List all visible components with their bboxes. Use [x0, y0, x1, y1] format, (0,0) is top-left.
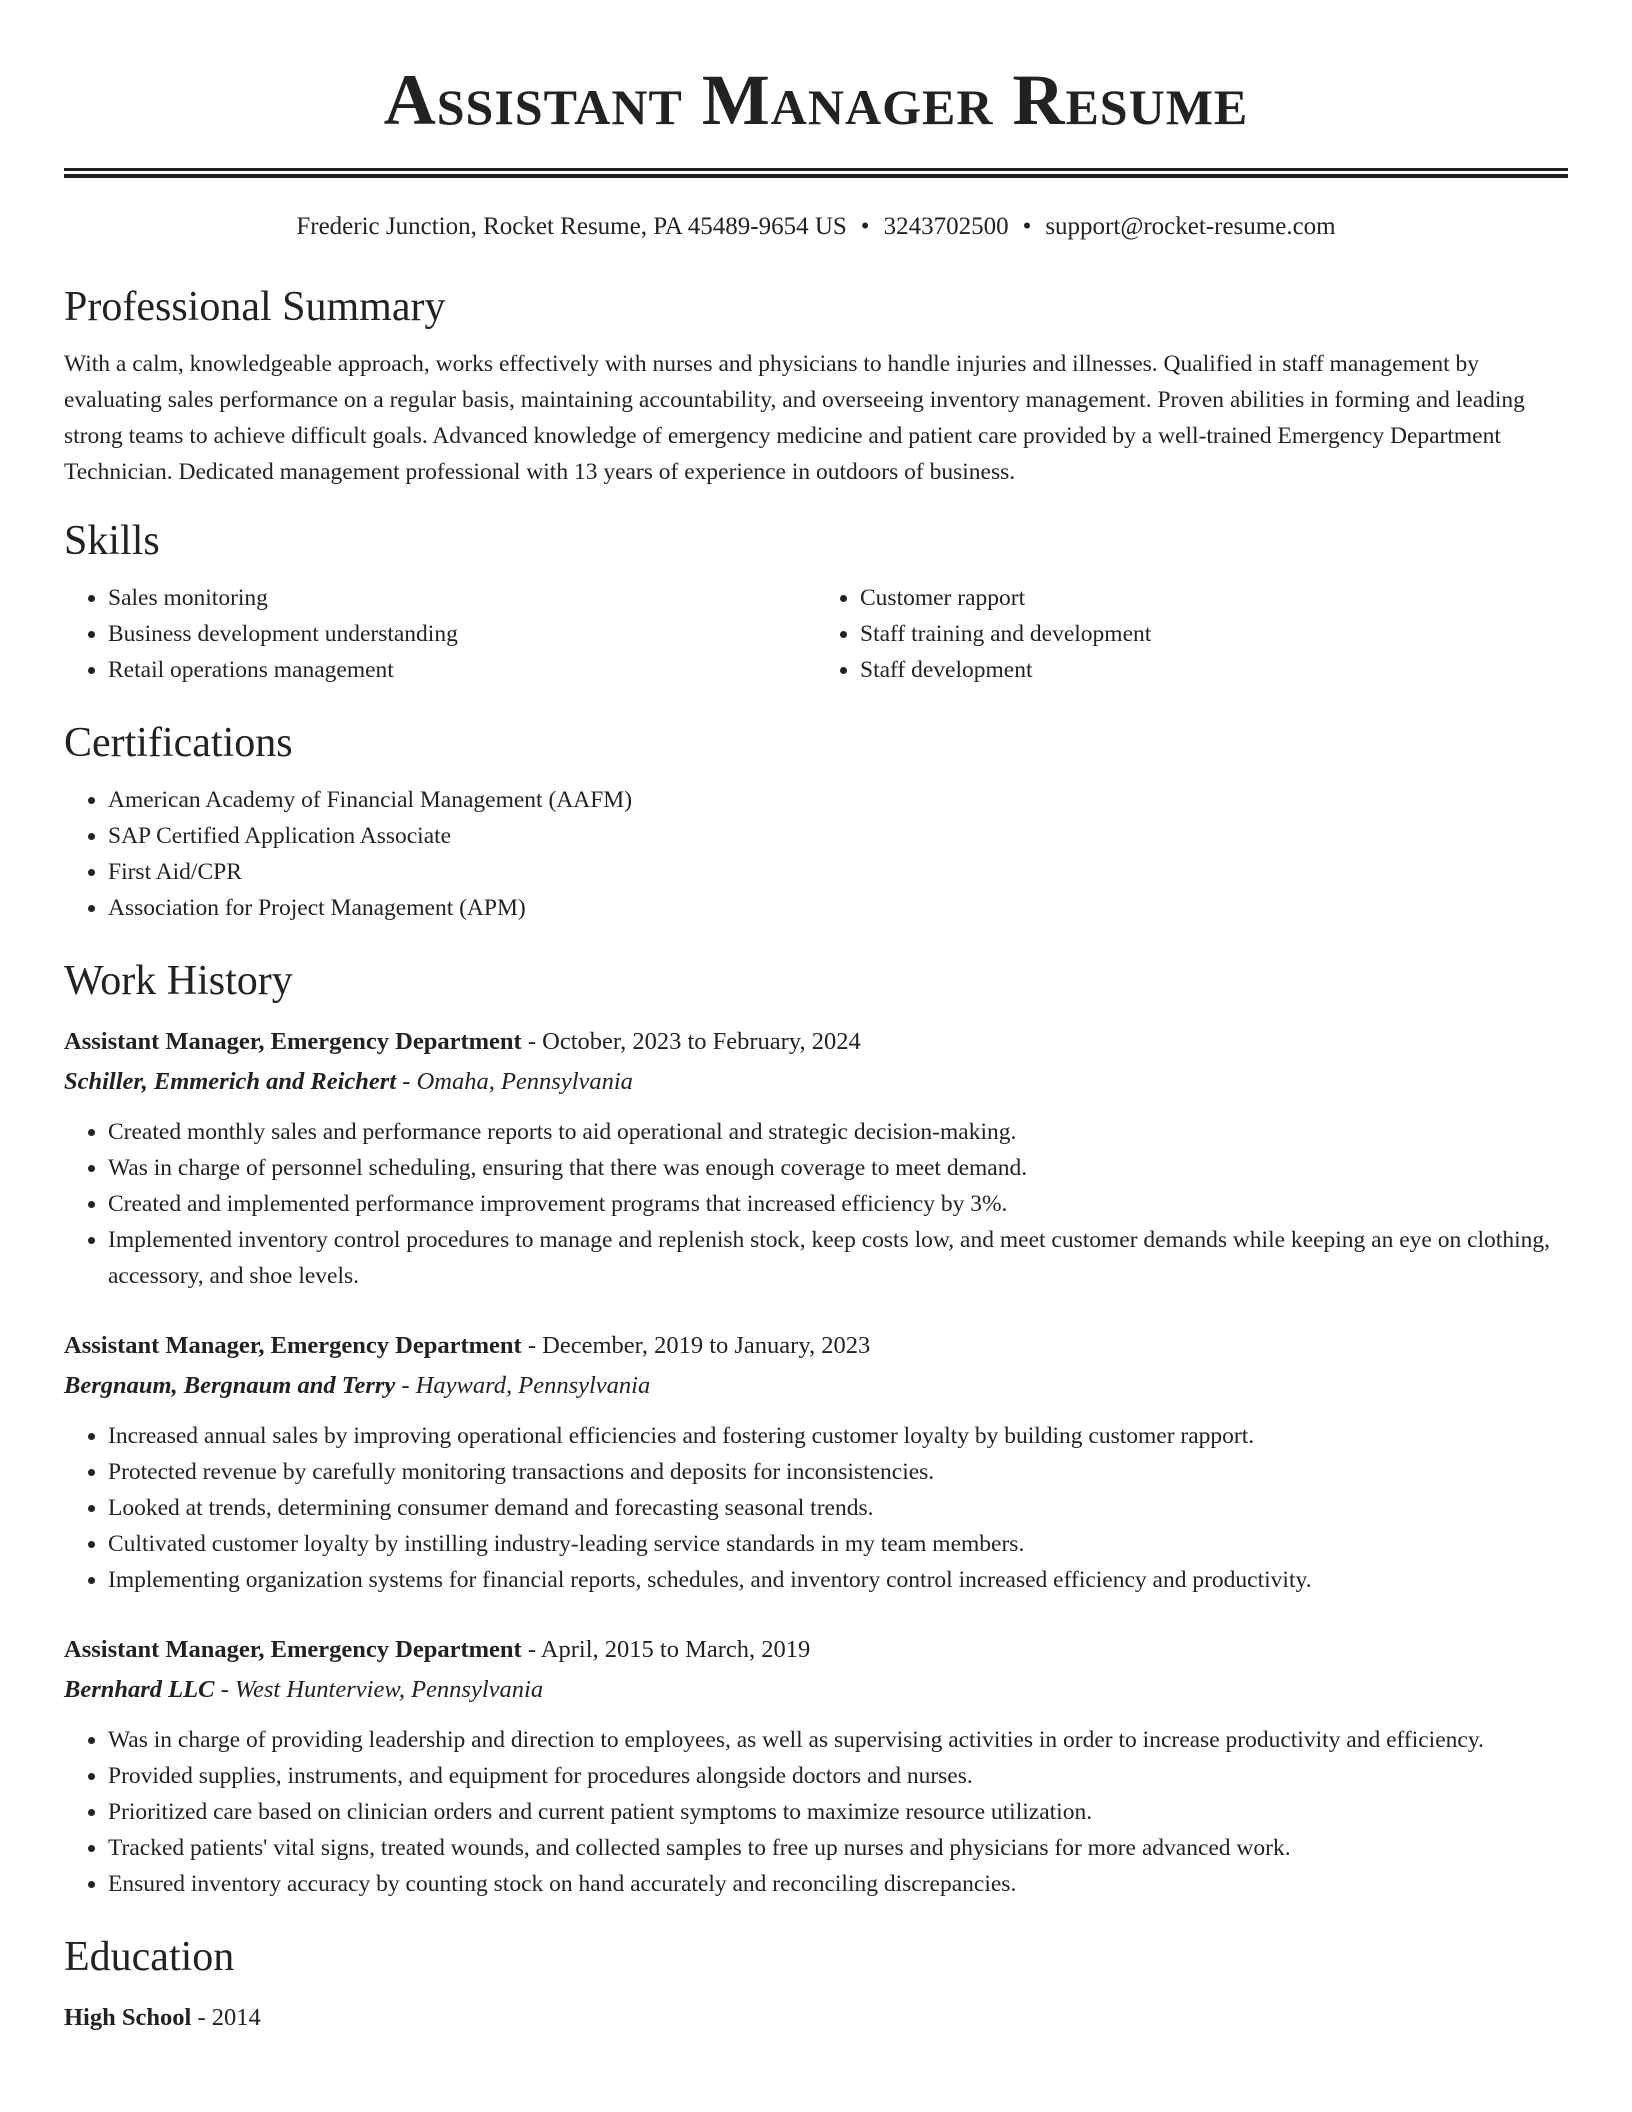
job-title-line — [64, 1326, 1568, 1366]
job-location: Omaha, Pennsylvania — [416, 1068, 633, 1095]
certifications-list — [64, 782, 1568, 926]
education-school: High School — [64, 2004, 192, 2031]
job-entry — [64, 1022, 1568, 1294]
job-entry — [64, 1630, 1568, 1902]
summary-text: With a calm, knowledgeable approach, works effectively with nurses and physicians to handle injuries and illnesses. Qualified in staff management by evaluating sales performance on a regular basis, maintaining accountability, and overseeing inventory management. Proven abilities in forming and leading strong teams to achieve difficult goals. Advanced knowledge of emergency medicine and patient care provided by a well-trained Emergency Department Technician. Dedicated management professional with 13 years of experience in outdoors of business. — [64, 351, 1525, 485]
job-company-line — [64, 1062, 1568, 1102]
education-heading: Education — [64, 1934, 235, 1980]
job-bullet: • Tracked patients' vital signs, treated wounds, and collected samples to free up nurses and physicians for more advanced work. — [108, 1830, 1568, 1866]
skill-item: • Business development understanding — [108, 616, 816, 652]
contact-line — [64, 212, 1568, 242]
contact-address: Frederic Junction, Rocket Resume, PA 45489-9654 US — [296, 213, 847, 240]
title-divider — [64, 168, 1568, 178]
job-entry — [64, 1326, 1568, 1598]
job-bullet: • Increased annual sales by improving operational efficiencies and fostering customer loyalty by building customer rapport. — [108, 1418, 1568, 1454]
resume-page — [64, 0, 1568, 2038]
job-bullet: • Created and implemented performance improvement programs that increased efficiency by 3%. — [108, 1186, 1568, 1222]
resume-title: Assistant Manager Resume — [383, 60, 1249, 140]
job-dates: October, 2023 to February, 2024 — [542, 1028, 861, 1055]
job-company-line — [64, 1670, 1568, 1710]
dash: - — [402, 1068, 411, 1095]
job-location: West Hunterview, Pennsylvania — [234, 1676, 544, 1703]
job-bullets — [64, 1722, 1568, 1902]
certification-item: • SAP Certified Application Associate — [108, 818, 1568, 854]
job-dates: December, 2019 to January, 2023 — [542, 1332, 871, 1359]
job-bullets — [64, 1418, 1568, 1598]
certification-item: • American Academy of Financial Management (AAFM) — [108, 782, 1568, 818]
job-bullet: • Created monthly sales and performance reports to aid operational and strategic decision-making. — [108, 1114, 1568, 1150]
job-bullet: • Provided supplies, instruments, and equipment for procedures alongside doctors and nurses. — [108, 1758, 1568, 1794]
certifications-heading: Certifications — [64, 720, 293, 766]
education-entry — [64, 1998, 1568, 2038]
job-location: Hayward, Pennsylvania — [415, 1372, 651, 1399]
dash: - — [527, 1332, 537, 1359]
job-bullet: • Implementing organization systems for financial reports, schedules, and inventory control increased efficiency and productivity. — [108, 1562, 1568, 1598]
dash: - — [220, 1676, 229, 1703]
job-bullet: • Ensured inventory accuracy by counting stock on hand accurately and reconciling discrepancies. — [108, 1866, 1568, 1902]
contact-separator: • — [1022, 213, 1032, 240]
education-year: 2014 — [211, 2004, 261, 2031]
job-bullet: • Implemented inventory control procedures to manage and replenish stock, keep costs low, and meet customer demands while keeping an eye on clothing, accessory, and shoe levels. — [108, 1222, 1568, 1294]
skill-item: • Staff development — [860, 652, 1568, 688]
job-bullet: • Protected revenue by carefully monitoring transactions and deposits for inconsistencies. — [108, 1454, 1568, 1490]
job-title-line — [64, 1630, 1568, 1670]
job-company: Bergnaum, Bergnaum and Terry — [64, 1372, 396, 1399]
job-bullet: • Was in charge of providing leadership and direction to employees, as well as supervising activities in order to increase productivity and efficiency. — [108, 1722, 1568, 1758]
skill-item: • Retail operations management — [108, 652, 816, 688]
skill-item: • Customer rapport — [860, 580, 1568, 616]
dash: - — [197, 2004, 206, 2031]
job-title: Assistant Manager, Emergency Department — [64, 1636, 522, 1663]
job-company: Bernhard LLC — [64, 1676, 215, 1703]
job-company: Schiller, Emmerich and Reichert — [64, 1068, 397, 1095]
skills-columns — [64, 580, 1568, 688]
summary-heading: Professional Summary — [64, 284, 446, 330]
certification-item: • Association for Project Management (APM) — [108, 890, 1568, 926]
job-bullet: • Looked at trends, determining consumer demand and forecasting seasonal trends. — [108, 1490, 1568, 1526]
skills-list-right — [816, 580, 1568, 688]
job-bullet: • Was in charge of personnel scheduling, ensuring that there was enough coverage to meet demand. — [108, 1150, 1568, 1186]
dash: - — [527, 1636, 537, 1663]
contact-phone: 3243702500 — [883, 213, 1009, 240]
skills-heading: Skills — [64, 518, 160, 564]
contact-separator: • — [860, 213, 870, 240]
job-bullets — [64, 1114, 1568, 1294]
job-dates: April, 2015 to March, 2019 — [540, 1636, 811, 1663]
work-history-heading: Work History — [64, 958, 293, 1004]
skill-item: • Sales monitoring — [108, 580, 816, 616]
skills-list-left — [64, 580, 816, 688]
job-title: Assistant Manager, Emergency Department — [64, 1332, 522, 1359]
dash: - — [401, 1372, 410, 1399]
skill-item: • Staff training and development — [860, 616, 1568, 652]
job-title: Assistant Manager, Emergency Department — [64, 1028, 522, 1055]
job-company-line — [64, 1366, 1568, 1406]
job-bullet: • Cultivated customer loyalty by instilling industry-leading service standards in my team members. — [108, 1526, 1568, 1562]
job-bullet: • Prioritized care based on clinician orders and current patient symptoms to maximize resource utilization. — [108, 1794, 1568, 1830]
contact-email: support@rocket-resume.com — [1045, 213, 1336, 240]
dash: - — [527, 1028, 537, 1055]
job-title-line — [64, 1022, 1568, 1062]
certification-item: • First Aid/CPR — [108, 854, 1568, 890]
